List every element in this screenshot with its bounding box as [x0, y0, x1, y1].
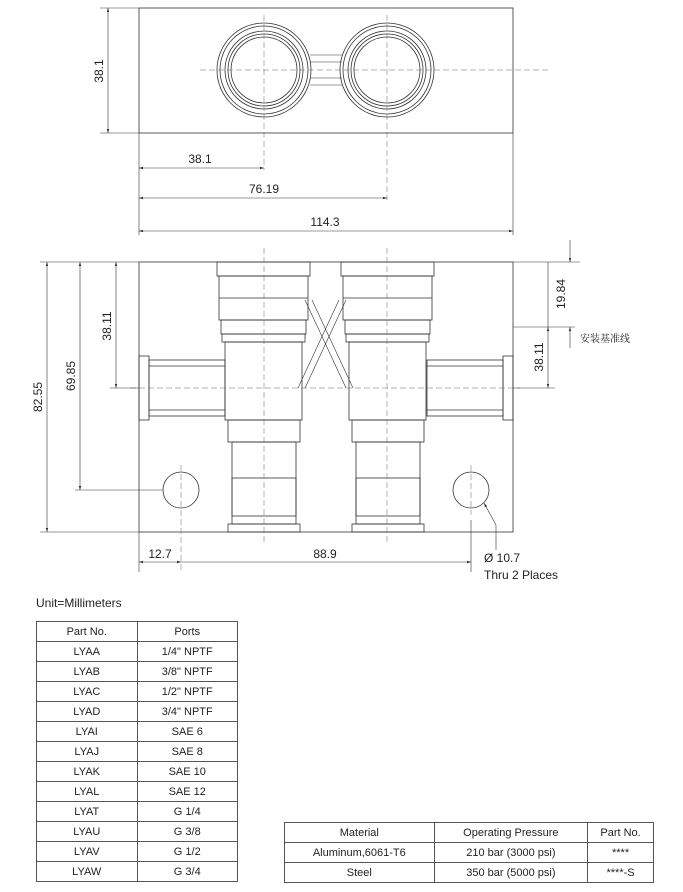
ports-cell: LYAC	[37, 682, 138, 702]
front-view	[130, 248, 520, 572]
materials-cell: ****	[588, 843, 654, 863]
ports-cell: G 3/4	[137, 862, 238, 882]
ports-cell: LYAJ	[37, 742, 138, 762]
materials-header-cell: Material	[285, 823, 435, 843]
front-dimensions	[40, 240, 580, 572]
ports-cell: LYAL	[37, 782, 138, 802]
cross-passages	[298, 300, 353, 388]
materials-cell: Steel	[285, 863, 435, 883]
table-row	[37, 682, 238, 702]
ports-table	[36, 621, 238, 882]
ports-table-header	[37, 622, 238, 642]
materials-cell: 210 bar (3000 psi)	[434, 843, 588, 863]
dim-front-hole: 69.85	[64, 360, 78, 392]
materials-table-body	[285, 843, 654, 883]
materials-cell: Aluminum,6061-T6	[285, 843, 435, 863]
ports-cell: SAE 12	[137, 782, 238, 802]
ports-cell: LYAD	[37, 702, 138, 722]
materials-table-header	[285, 823, 654, 843]
table-row	[37, 642, 238, 662]
materials-table	[284, 822, 654, 883]
ports-header-cell: Part No.	[37, 622, 138, 642]
ports-cell: LYAI	[37, 722, 138, 742]
table-row	[285, 843, 654, 863]
ports-cell: SAE 8	[137, 742, 238, 762]
ports-cell: G 1/4	[137, 802, 238, 822]
materials-cell: ****-S	[588, 863, 654, 883]
ports-cell: G 3/8	[137, 822, 238, 842]
ports-cell: G 1/2	[137, 842, 238, 862]
top-view-body	[139, 8, 513, 133]
ports-cell: SAE 10	[137, 762, 238, 782]
ports-cell: 3/8" NPTF	[137, 662, 238, 682]
table-row	[37, 802, 238, 822]
materials-header-cell: Part No.	[588, 823, 654, 843]
ports-cell: 1/2" NPTF	[137, 682, 238, 702]
dim-hole-edge: 12.7	[148, 547, 172, 561]
ports-cell: LYAU	[37, 822, 138, 842]
dim-front-top-offset: 19.84	[554, 278, 568, 310]
ports-cell: LYAA	[37, 642, 138, 662]
table-row	[285, 863, 654, 883]
dim-top-port2: 76.19	[248, 182, 280, 196]
right-cartridge	[341, 262, 434, 532]
table-row	[37, 702, 238, 722]
dim-hole-spacing: 88.9	[313, 547, 337, 561]
table-row	[37, 842, 238, 862]
dim-front-port-right: 38.11	[532, 342, 546, 372]
materials-cell: 350 bar (5000 psi)	[434, 863, 588, 883]
table-row	[37, 862, 238, 882]
ports-cell: LYAB	[37, 662, 138, 682]
ports-cell: LYAW	[37, 862, 138, 882]
dim-hole-count: Thru 2 Places	[484, 568, 559, 582]
table-row	[37, 822, 238, 842]
ports-cell: SAE 6	[137, 722, 238, 742]
dim-front-total: 82.55	[31, 381, 45, 413]
ports-cell: 1/4" NPTF	[137, 642, 238, 662]
ref-line-label: 安装基准线	[580, 334, 630, 345]
unit-label: Unit=Millimeters	[36, 596, 122, 610]
table-row	[37, 782, 238, 802]
ports-cell: 3/4" NPTF	[137, 702, 238, 722]
dim-front-port-left: 38.11	[100, 311, 114, 341]
materials-header-cell: Operating Pressure	[434, 823, 588, 843]
dim-top-height: 38.1	[92, 59, 106, 83]
top-view	[139, 8, 550, 200]
ports-header-cell: Ports	[137, 622, 238, 642]
ports-table-body	[37, 642, 238, 882]
table-row	[37, 742, 238, 762]
top-dimensions	[100, 8, 513, 235]
dim-top-width: 114.3	[310, 215, 340, 229]
front-view-body	[139, 262, 513, 532]
ports-cell: LYAK	[37, 762, 138, 782]
left-cartridge	[217, 262, 310, 532]
table-row	[37, 762, 238, 782]
table-row	[37, 722, 238, 742]
ports-cell: LYAT	[37, 802, 138, 822]
ports-cell: LYAV	[37, 842, 138, 862]
table-row	[37, 662, 238, 682]
dim-top-port1: 38.1	[188, 152, 212, 166]
dim-hole-diameter: Ø 10.7	[484, 551, 521, 565]
